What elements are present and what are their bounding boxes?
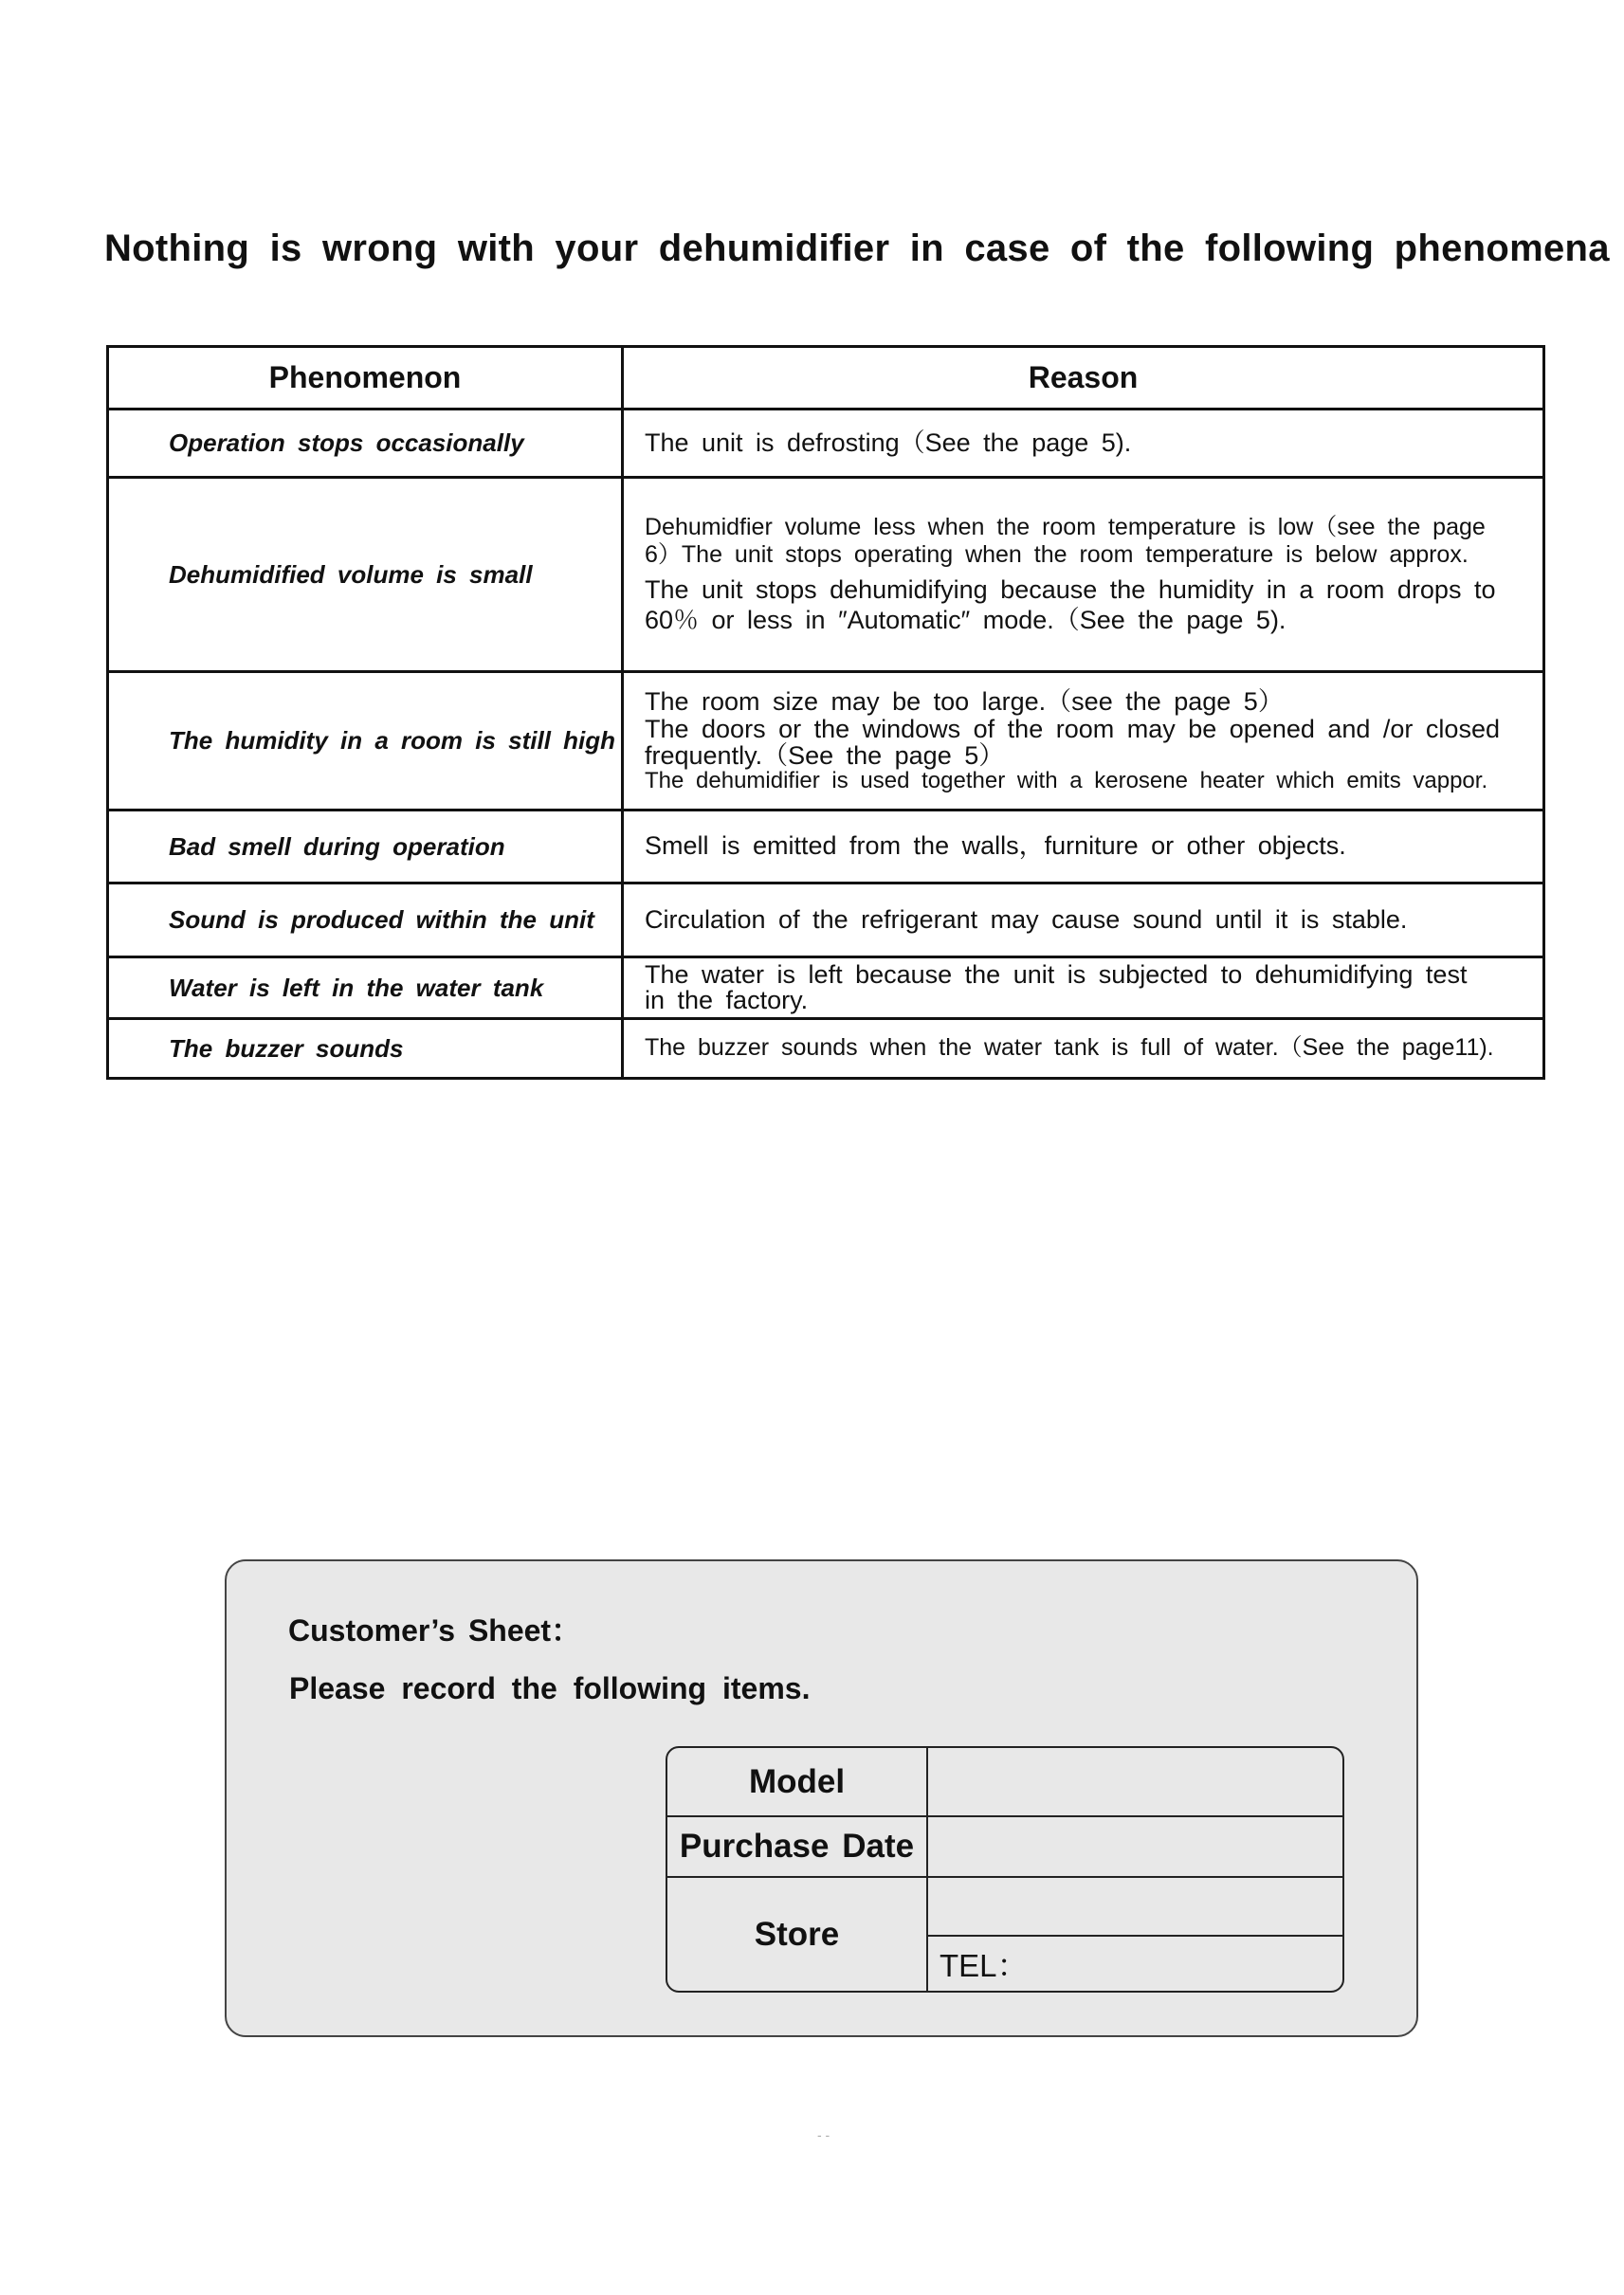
phenomenon-cell: Water is left in the water tank (108, 957, 623, 1019)
reason-line: Dehumidfier volume less when the room temperature is low（see the page (645, 513, 1486, 540)
table-row (108, 811, 1544, 883)
reason-line: The room size may be too large.（see the page 5） (645, 687, 1284, 717)
table-header-row (108, 347, 1544, 410)
table-row (108, 883, 1544, 957)
reason-cell (623, 410, 1544, 478)
phenomenon-cell: The buzzer sounds (108, 1019, 623, 1079)
reason-line: The buzzer sounds when the water tank is full of water.（See the page11). (645, 1034, 1494, 1062)
reason-line: Circulation of the refrigerant may cause sound until it is stable. (645, 904, 1408, 934)
reason-line: frequently.（See the page 5） (645, 741, 1005, 771)
reason-cell (623, 957, 1544, 1019)
reason-cell (623, 1019, 1544, 1079)
page-title: Nothing is wrong with your dehumidifier in case of the following phenomena (104, 228, 1610, 269)
customer-sheet-panel (225, 1559, 1418, 2037)
reason-cell (623, 811, 1544, 883)
phenomenon-cell: The humidity in a room is still high (108, 672, 623, 811)
tel-label: TEL： (940, 1948, 1029, 1983)
purchase-date-label: Purchase Date (667, 1817, 928, 1878)
store-field[interactable] (928, 1878, 1342, 1937)
table-row (108, 478, 1544, 672)
reason-line: 6）The unit stops operating when the room temperature is below approx. (645, 541, 1469, 569)
reason-cell (623, 883, 1544, 957)
record-form (666, 1746, 1344, 1993)
table-row (108, 672, 1544, 811)
table-row (108, 957, 1544, 1019)
reason-line: Smell is emitted from the walls，furniture or other objects. (645, 831, 1346, 861)
customer-sheet-instruction: Please record the following items. (289, 1671, 811, 1705)
table-row (108, 1019, 1544, 1079)
customer-sheet-title: Customer’s Sheet： (288, 1613, 582, 1648)
phenomenon-cell: Dehumidified volume is small (108, 478, 623, 672)
model-field[interactable] (928, 1748, 1342, 1817)
troubleshooting-table (106, 345, 1545, 1080)
store-label: Store (667, 1878, 928, 1991)
tel-field[interactable] (928, 1937, 1342, 1991)
reason-line: 60％ or less in ″Automatic″ mode.（See the page 5). (645, 605, 1286, 634)
reason-line: The doors or the windows of the room may be opened and /or closed (645, 714, 1500, 743)
header-phenomenon: Phenomenon (108, 347, 623, 410)
page-number: - - (817, 2127, 830, 2142)
header-reason: Reason (623, 347, 1544, 410)
reason-line: The dehumidifier is used together with a kerosene heater which emits vappor. (645, 768, 1488, 794)
table-row (108, 410, 1544, 478)
phenomenon-cell: Sound is produced within the unit (108, 883, 623, 957)
phenomenon-cell: Bad smell during operation (108, 811, 623, 883)
reason-line: The water is left because the unit is subjected to dehumidifying test (645, 960, 1468, 989)
reason-line: in the factory. (645, 986, 809, 1014)
reason-line: The unit is defrosting（See the page 5). (645, 428, 1132, 457)
phenomenon-cell: Operation stops occasionally (108, 410, 623, 478)
reason-cell (623, 672, 1544, 811)
reason-line: The unit stops dehumidifying because the humidity in a room drops to (645, 574, 1496, 604)
purchase-date-field[interactable] (928, 1817, 1342, 1878)
model-label: Model (667, 1748, 928, 1817)
reason-cell (623, 478, 1544, 672)
